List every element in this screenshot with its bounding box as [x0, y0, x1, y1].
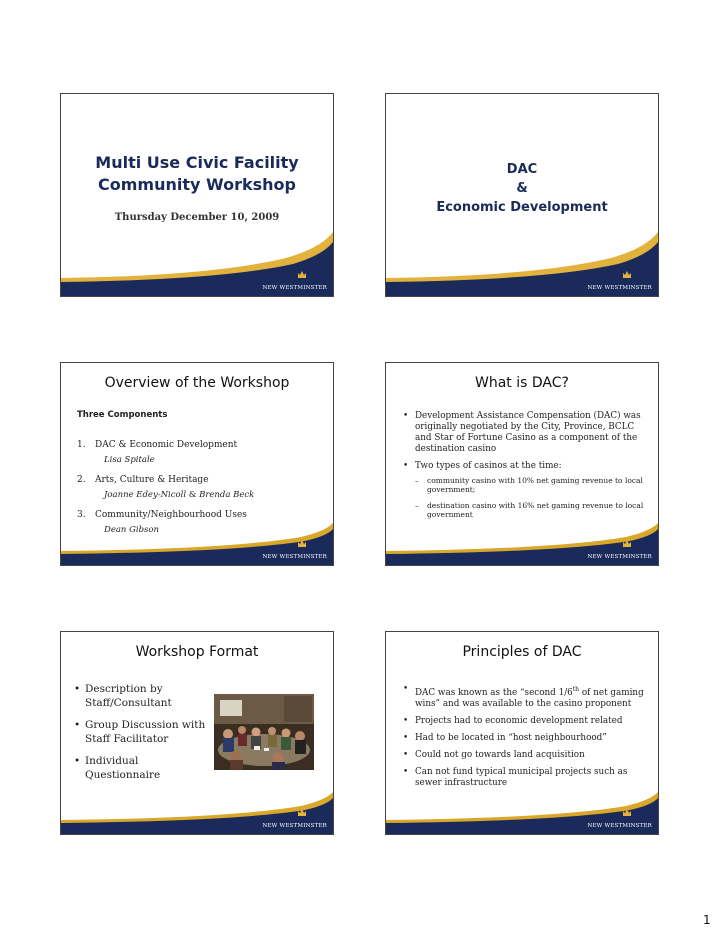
slide-title [60, 93, 334, 297]
bullet-item: • Group Discussion with Staff Facilitator [73, 718, 213, 746]
section-heading [386, 160, 658, 217]
item-presenters: Lisa Spitale [104, 455, 155, 465]
bullet-item: • Individual Questionnaire [73, 754, 213, 782]
bullet-item: • Could not go towards land acquisition [402, 750, 644, 761]
item-presenters: Dean Gibson [104, 525, 159, 535]
slide-footer [61, 497, 333, 565]
slide-what-is-dac [385, 362, 659, 566]
bullet-item: • Development Assistance Compensation (DAC) was originally negotiated by the City, Province, BCLC and Star of Fortune Casino as a component of the destination casino [402, 411, 644, 455]
heading-line-3: Economic Development [436, 200, 608, 215]
brand-wordmark: NEW WESTMINSTER [262, 285, 327, 291]
crown-crest-icon [297, 808, 307, 818]
bullet-text: Two types of casinos at the time: [415, 461, 562, 471]
slide-heading: Overview of the Workshop [104, 375, 290, 391]
bullet-text: of net gaming wins” and was available to the casino proponent [415, 687, 644, 709]
slide-title-heading [61, 152, 333, 196]
presenter-separator: & [186, 490, 200, 500]
slide-heading: Workshop Format [135, 644, 259, 660]
bullet-item: • Projects had to economic development related [402, 716, 644, 727]
slide-footer [61, 766, 333, 834]
slide-footer [386, 228, 658, 296]
presenter-name: Joanne Edey-Nicoll [104, 490, 187, 500]
crown-crest-icon [622, 270, 632, 280]
item-number: 3. [77, 510, 86, 520]
brand-wordmark: NEW WESTMINSTER [587, 823, 652, 829]
item-number: 1. [77, 440, 86, 450]
bullet-item: • Can not fund typical municipal projects such as sewer infrastructure [402, 767, 644, 789]
slide-footer [61, 228, 333, 296]
crown-crest-icon [297, 270, 307, 280]
crown-crest-icon [622, 808, 632, 818]
slide-dac-title [385, 93, 659, 297]
workshop-date: Thursday December 10, 2009 [114, 212, 280, 223]
slide-overview [60, 362, 334, 566]
slide-footer [386, 497, 658, 565]
components-heading: Three Components [77, 410, 168, 420]
sub-bullet-item: – destination casino with 16% net gaming revenue to local government [415, 501, 644, 519]
item-label: Community/Neighbourhood Uses [95, 510, 247, 520]
title-line-2: Community Workshop [98, 175, 296, 194]
ordinal-suffix: th [572, 686, 580, 693]
item-number: 2. [77, 475, 86, 485]
workshop-photo [214, 694, 314, 770]
bullet-item [402, 684, 644, 710]
page-number: 1 [703, 913, 711, 927]
brand-wordmark: NEW WESTMINSTER [262, 823, 327, 829]
bullet-text: DAC was known as the “second 1/6 [415, 687, 573, 698]
brand-wordmark: NEW WESTMINSTER [587, 285, 652, 291]
brand-wordmark: NEW WESTMINSTER [587, 554, 652, 560]
slide-footer [386, 766, 658, 834]
component-item [77, 439, 319, 466]
crown-crest-icon [297, 539, 307, 549]
heading-line-2: & [516, 181, 528, 196]
heading-line-1: DAC [506, 162, 538, 177]
slide-heading: Principles of DAC [462, 644, 582, 660]
title-line-1: Multi Use Civic Facility [95, 153, 299, 172]
item-label: Arts, Culture & Heritage [95, 475, 209, 485]
brand-wordmark: NEW WESTMINSTER [262, 554, 327, 560]
slide-principles-of-dac [385, 631, 659, 835]
bullet-item: • Description by Staff/Consultant [73, 682, 213, 710]
crown-crest-icon [622, 539, 632, 549]
slide-workshop-format [60, 631, 334, 835]
slide-heading: What is DAC? [475, 375, 569, 391]
bullet-item: • Had to be located in “host neighbourhood” [402, 733, 644, 744]
item-label: DAC & Economic Development [95, 440, 238, 450]
sub-bullet-item: – community casino with 10% net gaming revenue to local government; [415, 476, 644, 494]
presenter-name: Brenda Beck [199, 490, 255, 500]
